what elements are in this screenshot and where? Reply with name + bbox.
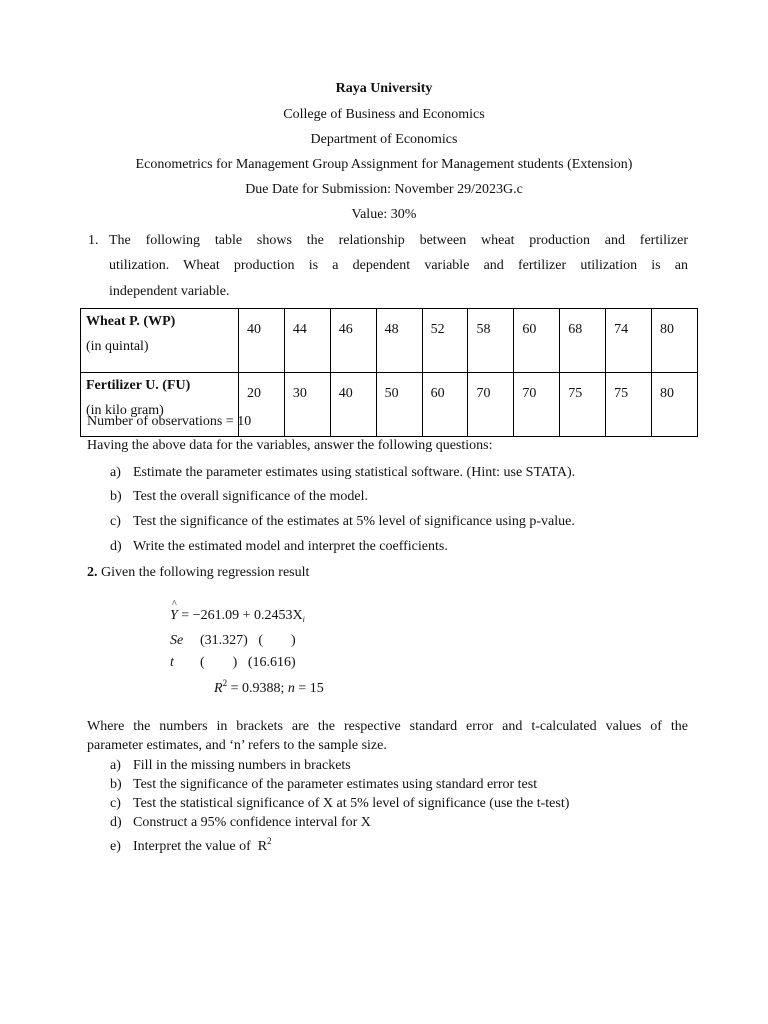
department-name: Department of Economics [310,132,458,147]
se-label: Se [170,633,184,648]
table-cell: 70 [468,373,514,437]
table-cell: 75 [606,373,652,437]
table-cell: 75 [560,373,606,437]
q2-item-b [110,777,537,793]
item-text: Test the statistical significance of X at 5% level of significance (use the t-test) [133,796,570,811]
table-cell: 58 [468,309,514,373]
item-text: Fill in the missing numbers in brackets [133,758,351,773]
table-cell: 30 [284,373,330,437]
item-label: e) [110,839,121,854]
r-squared-superscript: 2 [267,836,272,846]
q1-item-c [110,514,575,530]
table-cell: 52 [422,309,468,373]
table-cell: 60 [422,373,468,437]
q1-intro-line-1: The following table shows the relationship between wheat production and fertilizer [109,233,688,248]
item-text: Test the overall significance of the model. [133,489,368,504]
q2-where-line-2: parameter estimates, and ‘n’ refers to the sample size. [87,738,387,753]
course-title: Econometrics for Management Group Assignment for Management students (Extension) [135,157,633,172]
q2-where-line-1: Where the numbers in brackets are the respective standard error and t-calculated values of the [87,719,688,734]
q1-intro-line-2: utilization. Wheat production is a dependent variable and fertilizer utilization is an [109,258,688,273]
table-cell: 80 [652,373,698,437]
r-label: R [214,681,223,696]
q1-instructions: Having the above data for the variables, answer the following questions: [87,438,493,453]
q1-item-a [110,465,575,481]
item-text: Write the estimated model and interpret the coefficients. [133,539,448,554]
y-hat: ^ Y [170,608,178,624]
item-label: d) [110,815,122,830]
item-text: Interpret the value of R [133,839,268,854]
q2-intro-text: Given the following regression result [101,565,310,580]
item-label: a) [110,465,121,480]
university-title: Raya University [335,81,433,96]
q1-number: 1. [88,233,99,248]
t-values: ( ) (16.616) [200,655,296,670]
row-label: Fertilizer U. (FU) [86,378,191,393]
r-superscript: 2 [222,678,228,688]
due-date: Due Date for Submission: November 29/2023G.c [245,182,523,197]
table-cell: 48 [376,309,422,373]
table-cell: 60 [514,309,560,373]
assignment-value: Value: 30% [351,207,417,222]
item-text: Construct a 95% confidence interval for X [133,815,371,830]
row-unit: (in quintal) [86,339,149,354]
college-name: College of Business and Economics [283,107,485,122]
row-label: Wheat P. (WP) [86,314,176,329]
observations-count: Number of observations = 10 [87,414,252,429]
item-label: b) [110,777,122,792]
q2-item-d [110,815,371,831]
r-squared-row [214,678,324,697]
item-label: c) [110,796,121,811]
table-cell: 80 [652,309,698,373]
n-label: n [287,681,295,696]
table-row-header [81,309,239,373]
t-value-row [170,655,296,671]
q2-item-e [110,836,272,855]
table-cell: 44 [284,309,330,373]
q2-item-a [110,758,351,774]
item-label: c) [110,514,121,529]
q1-item-b [110,489,368,505]
n-value: = 15 [294,681,324,696]
table-row-wheat [81,309,698,373]
r-value: = 0.9388; [227,681,288,696]
table-cell: 70 [514,373,560,437]
table-cell: 40 [330,373,376,437]
item-text: Test the significance of the estimates at 5% level of significance using p-value. [133,514,575,529]
q1-intro-line-3: independent variable. [109,284,230,299]
table-cell: 68 [560,309,606,373]
item-label: d) [110,539,122,554]
item-label: b) [110,489,122,504]
standard-error-row [170,633,296,649]
table-cell: 20 [239,373,285,437]
table-cell: 74 [606,309,652,373]
q2-item-c [110,796,569,812]
equation-rhs: = −261.09 + 0.2453X [181,608,303,623]
se-values: (31.327) ( ) [200,633,296,648]
q1-item-d [110,539,448,555]
table-cell: 50 [376,373,422,437]
item-text: Test the significance of the parameter estimates using standard error test [133,777,538,792]
row-unit: (in kilo gram) [86,403,164,418]
q2-number: 2. [87,565,98,580]
item-label: a) [110,758,121,773]
regression-equation [170,608,305,624]
q2-intro [87,565,309,581]
t-label: t [170,655,174,670]
table-cell: 46 [330,309,376,373]
x-subscript: i [302,615,305,624]
table-cell: 40 [239,309,285,373]
item-text: Estimate the parameter estimates using statistical software. (Hint: use STATA). [133,465,576,480]
